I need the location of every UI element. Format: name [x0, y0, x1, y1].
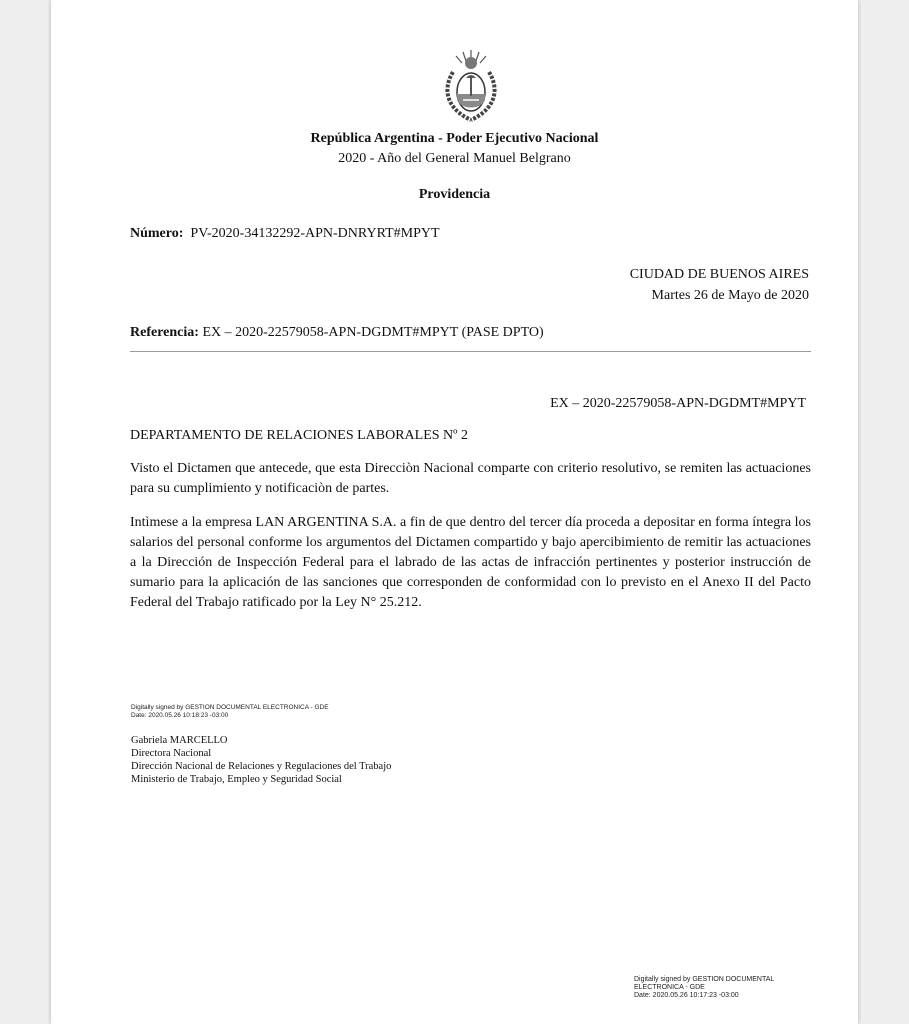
footer-digital-signature	[634, 976, 804, 1000]
body-paragraph: Visto el Dictamen que antecede, que esta Direcciòn Nacional comparte con criterio resolutivo, se remiten las actuaciones para su cumplimiento y notificaciòn de partes.	[130, 461, 811, 496]
footer-signature-line: Digitally signed by GESTION DOCUMENTAL	[634, 976, 775, 983]
document-reference	[130, 325, 544, 341]
signer-role: Directora Nacional	[131, 748, 212, 759]
expediente-number: EX – 2020-22579058-APN-DGDMT#MPYT	[550, 396, 806, 411]
document-date: Martes 26 de Mayo de 2020	[651, 288, 809, 303]
signature-stamp-date: Date: 2020.05.26 10:18:23 -03:00	[131, 711, 229, 719]
body-paragraph: Intìmese a la empresa LAN ARGENTINA S.A. a fin de que dentro del tercer día proceda a depositar en forma íntegra los salarios del personal conforme los argumentos del Dictamen compartido y bajo apercibimiento de remitir las actuaciones a la Dirección de Inspección Federal para el labrado de las actas de infracción pertinentes y posterior instrucción de sumario para la aplicación de las sanciones que corresponden de conformidad con lo previsto en el Anexo II del Pacto Federal del Trabajo ratificado por la Ley N° 25.212.	[130, 515, 811, 610]
signer-name: Gabriela MARCELLO	[131, 735, 228, 746]
signature-stamp-line: Digitally signed by GESTION DOCUMENTAL ELECTRONICA - GDE	[131, 704, 329, 711]
header-divider	[130, 351, 811, 352]
header-subtitle: 2020 - Año del General Manuel Belgrano	[338, 151, 571, 166]
number-label: Número:	[130, 226, 184, 241]
reference-label: Referencia:	[130, 325, 199, 340]
digital-signature-stamp	[131, 704, 329, 719]
signer-block	[131, 734, 391, 786]
document-type: Providencia	[418, 187, 491, 202]
number-value: PV-2020-34132292-APN-DNRYRT#MPYT	[190, 226, 440, 241]
footer-signature-line: ELECTRONICA - GDE	[634, 984, 705, 991]
document-page	[51, 0, 858, 1024]
reference-value: EX – 2020-22579058-APN-DGDMT#MPYT (PASE DPTO)	[202, 325, 544, 340]
footer-signature-date: Date: 2020.05.26 10:17:23 -03:00	[634, 992, 739, 999]
header-title: República Argentina - Poder Ejecutivo Nacional	[310, 131, 599, 146]
document-place: CIUDAD DE BUENOS AIRES	[629, 267, 809, 282]
argentina-coat-of-arms-icon	[441, 48, 501, 124]
department-heading: DEPARTAMENTO DE RELACIONES LABORALES Nº 2	[130, 428, 469, 443]
signer-office: Dirección Nacional de Relaciones y Regulaciones del Trabajo	[131, 761, 392, 772]
document-number	[130, 226, 440, 242]
signer-ministry: Ministerio de Trabajo, Empleo y Seguridad Social	[131, 774, 342, 785]
